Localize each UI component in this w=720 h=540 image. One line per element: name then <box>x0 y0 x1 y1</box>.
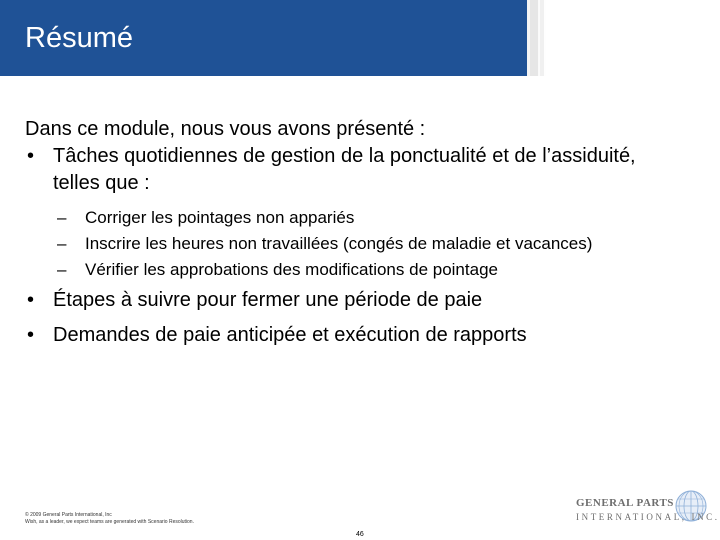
bullet-marker: • <box>27 324 35 346</box>
title-stripe <box>530 0 538 76</box>
logo-text-sub: INTERNATIONAL, INC. <box>576 512 720 522</box>
bullet-item <box>25 322 685 349</box>
bullet-item <box>25 143 685 197</box>
sub-bullet-text: Inscrire les heures non travaillées (congés de maladie et vacances) <box>85 234 593 253</box>
copyright-notice <box>25 512 194 526</box>
sub-bullet-item <box>25 207 685 229</box>
sub-bullet-item <box>25 259 685 281</box>
copyright-line: Wish, as a leader, we expect teams are generated with Scenario Resolution. <box>25 519 194 525</box>
logo-text-main: GENERAL PARTS <box>576 497 674 509</box>
bullet-text: Demandes de paie anticipée et exécution de rapports <box>53 324 527 346</box>
bullet-text: Tâches quotidiennes de gestion de la ponctualité et de l’assiduité, telles que : <box>53 145 636 194</box>
intro-text: Dans ce module, nous vous avons présenté : <box>25 118 426 140</box>
page-number: 46 <box>356 531 364 538</box>
dash-marker: – <box>57 260 67 279</box>
sub-bullet-text: Corriger les pointages non appariés <box>85 208 355 227</box>
slide-body <box>25 116 685 349</box>
dash-marker: – <box>57 208 67 227</box>
sub-bullet-item <box>25 233 685 255</box>
sub-bullet-list <box>25 207 685 281</box>
dash-marker: – <box>57 234 67 253</box>
bullet-text: Étapes à suivre pour fermer une période de paie <box>53 289 483 311</box>
bullet-item <box>25 287 685 314</box>
company-logo <box>574 488 720 528</box>
title-bar-accent <box>527 0 720 76</box>
bullet-marker: • <box>27 289 35 311</box>
slide-title: Résumé <box>25 22 133 54</box>
title-stripe <box>540 0 544 76</box>
sub-bullet-text: Vérifier les approbations des modifications de pointage <box>85 260 498 279</box>
bullet-marker: • <box>27 145 35 167</box>
copyright-line: © 2009 General Parts International, Inc <box>25 512 112 518</box>
title-bar <box>0 0 527 76</box>
